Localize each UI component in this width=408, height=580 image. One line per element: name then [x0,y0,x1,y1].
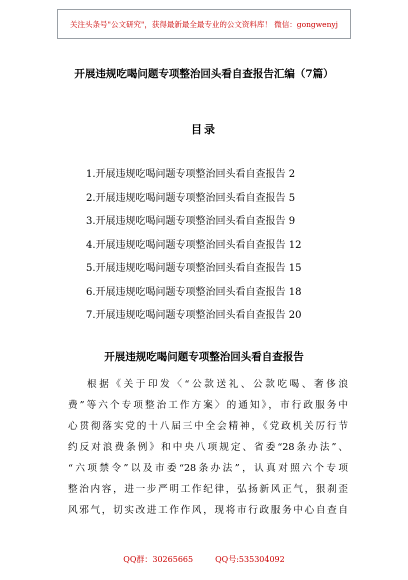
table-of-contents [86,168,301,333]
footer-qq-group: QQ群：30265665 [123,555,194,564]
page-footer [0,554,408,565]
footer-qq-number: QQ号:535304092 [215,555,285,564]
promo-banner-text: 关注头条号"公文研究"，获得最新最全最专业的公文资料库！ 微信：gongwenyj [70,19,338,29]
toc-item-4[interactable]: 4.开展违规吃喝问题专项整治回头看自查报告 12 [86,239,302,251]
body-line-2: 费”等六个专项整治工作方案〉的通知》，市行政服务中 [68,400,348,411]
body-paragraph [68,374,348,521]
toc-item-7[interactable]: 7.开展违规吃喝问题专项整治回头看自查报告 20 [86,310,302,321]
toc-item-2[interactable]: 2.开展违规吃喝问题专项整治回头看自查报告 5 [86,192,296,204]
toc-heading: 目录 [191,123,217,136]
toc-item-1[interactable]: 1.开展违规吃喝问题专项整治回头看自查报告 2 [86,169,296,180]
body-line-5: “六项禁令”以及市委“28条办法”，认真对照六个专项 [68,463,348,474]
toc-item-5[interactable]: 5.开展违规吃喝问题专项整治回头看自查报告 15 [86,263,302,274]
toc-item-3[interactable]: 3.开展违规吃喝问题专项整治回头看自查报告 9 [86,216,296,227]
body-line-7: 风邪气，切实改进工作作风，现将市行政服务中心自查自 [68,505,348,516]
document-title: 开展违规吃喝问题专项整治回头看自查报告汇编（7篇） [74,68,334,80]
body-line-4: 约反对浪费条例》和中央八项规定、省委“28条办法”、 [68,442,348,453]
toc-item-6[interactable]: 6.开展违规吃喝问题专项整治回头看自查报告 18 [86,286,302,298]
promo-banner [57,9,351,39]
body-line-3: 心贯彻落实党的十八届三中全会精神，《党政机关厉行节 [68,421,348,432]
body-line-6: 整治内容，进一步严明工作纪律，弘扬新风正气，狠刹歪 [68,484,348,495]
section-heading: 开展违规吃喝问题专项整治回头看自查报告 [104,351,304,363]
body-line-1: 根据《关于印发〈“公款送礼、公款吃喝、奢侈浪 [87,379,348,390]
